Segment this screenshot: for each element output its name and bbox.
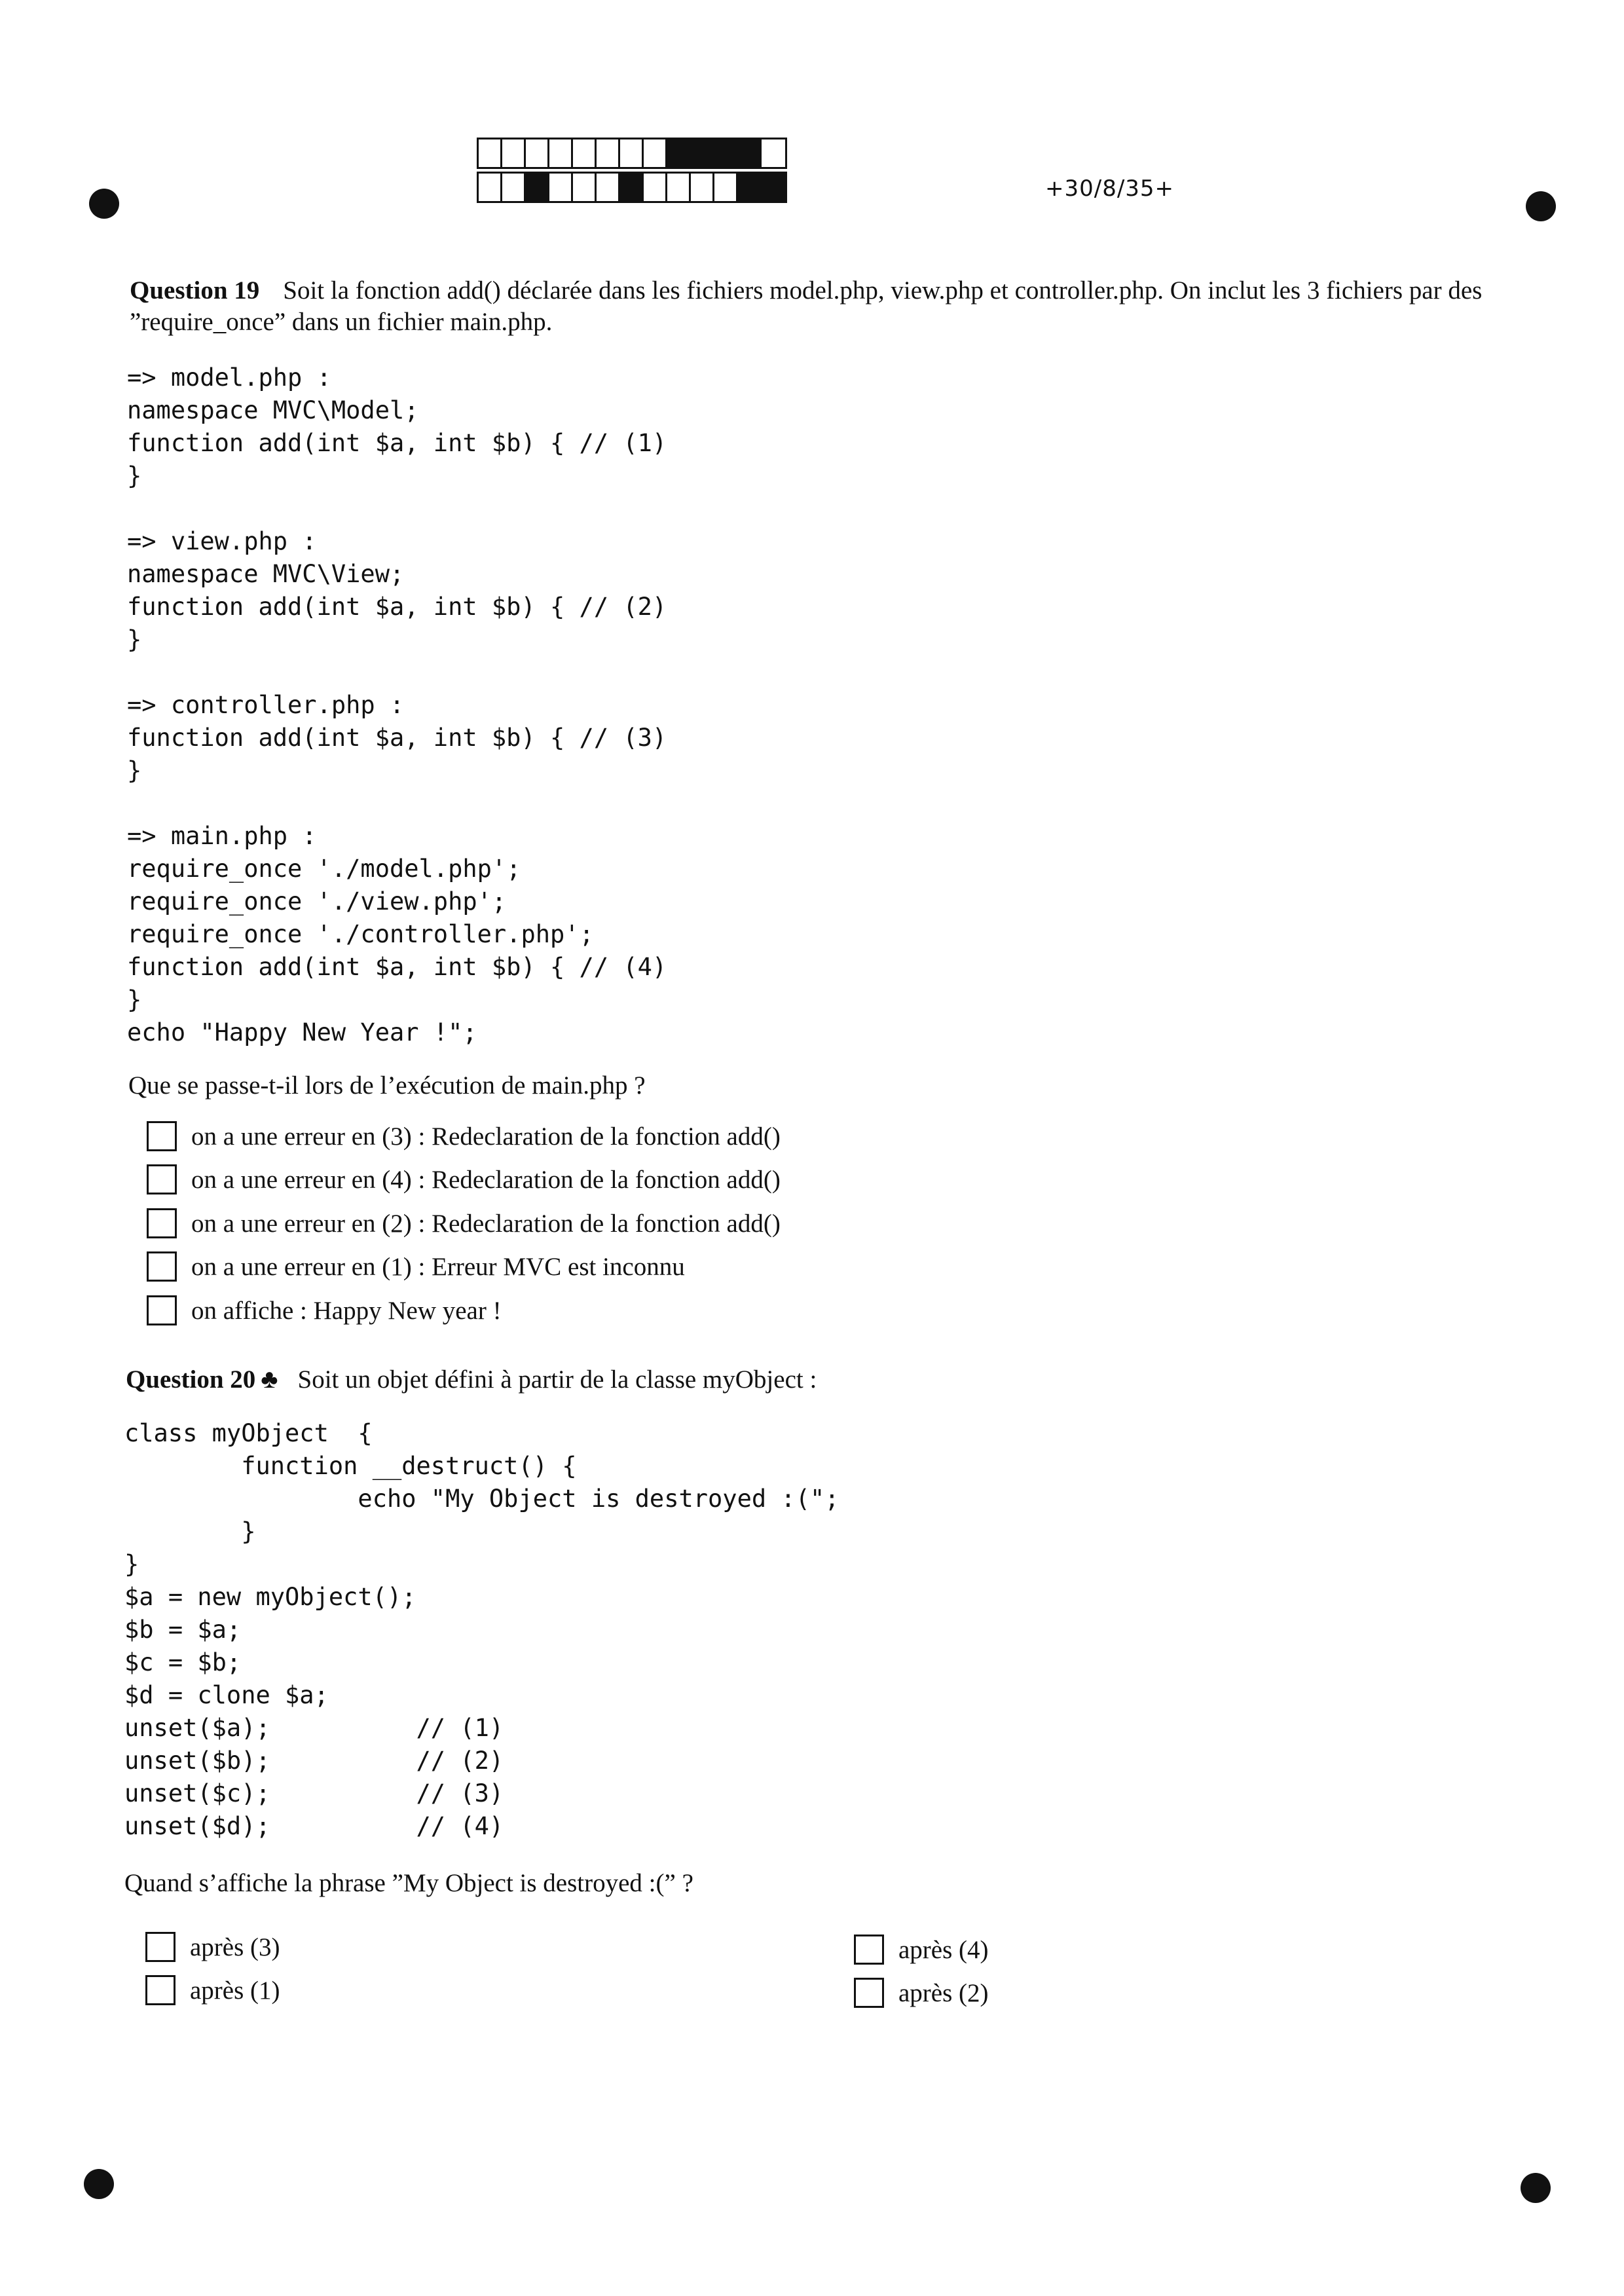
q19-option-5-checkbox[interactable]: [147, 1295, 177, 1325]
barcode-cell: [620, 139, 644, 167]
q19-option-5[interactable]: [147, 1295, 502, 1325]
barcode-cell: [502, 139, 526, 167]
q20-option-right-2-label: après (2): [898, 1978, 989, 2007]
barcode-cell: [644, 174, 667, 201]
barcode-cell: [620, 174, 644, 201]
barcode-cell: [691, 174, 714, 201]
barcode-cell: [667, 139, 691, 167]
barcode-cell: [762, 139, 785, 167]
barcode-cell: [526, 139, 549, 167]
question-20-label: Question 20: [126, 1365, 256, 1394]
club-icon: ♣: [261, 1364, 278, 1394]
question-20-text: Soit un objet défini à partir de la classe myObject :: [297, 1365, 817, 1394]
barcode-cell: [549, 139, 573, 167]
q19-option-2-label: on a une erreur en (4) : Redeclaration de la fonction add(): [191, 1165, 781, 1194]
question-19-text: Soit la fonction add() déclarée dans les fichiers model.php, view.php et controller.php. On inclut les 3 fichiers par des ”require_once” dans un fichier main.php.: [130, 276, 1483, 336]
barcode-cell: [738, 139, 762, 167]
q19-option-4-checkbox[interactable]: [147, 1251, 177, 1282]
q20-option-left-1-checkbox[interactable]: [145, 1932, 175, 1962]
barcode-cell: [573, 174, 597, 201]
q20-option-right-1-checkbox[interactable]: [854, 1935, 884, 1965]
barcode-cell: [502, 174, 526, 201]
barcode-cell: [644, 139, 667, 167]
barcode-cell: [714, 139, 738, 167]
q19-option-2-checkbox[interactable]: [147, 1164, 177, 1194]
q20-option-left-2-label: après (1): [190, 1976, 280, 2005]
barcode-cell: [714, 174, 738, 201]
q19-option-4-label: on a une erreur en (1) : Erreur MVC est inconnu: [191, 1252, 685, 1281]
q19-option-1[interactable]: [147, 1121, 781, 1151]
question-20-prompt: Quand s’affiche la phrase ”My Object is destroyed :(” ?: [124, 1869, 693, 1897]
barcode-cell: [479, 139, 502, 167]
q19-option-3-checkbox[interactable]: [147, 1208, 177, 1238]
barcode-cell: [549, 174, 573, 201]
question-20-code: class myObject { function __destruct() { echo "My Object is destroyed :("; } } $a = new myObject(); $b = $a; $c = $b; $d = clone $a; unset($a); // (1) unset($b); // (2) unset($c); // (3) unset($d); // (4): [124, 1419, 840, 1840]
barcode-cell: [691, 139, 714, 167]
q19-option-1-label: on a une erreur en (3) : Redeclaration de la fonction add(): [191, 1122, 781, 1151]
barcode-cell: [597, 139, 620, 167]
q20-option-right-2-checkbox[interactable]: [854, 1978, 884, 2008]
barcode-cell: [526, 174, 549, 201]
q20-option-right-2[interactable]: [854, 1978, 989, 2008]
q20-option-left-2-checkbox[interactable]: [145, 1975, 175, 2005]
q20-option-left-2[interactable]: [145, 1975, 280, 2005]
q19-option-3-label: on a une erreur en (2) : Redeclaration de la fonction add(): [191, 1209, 781, 1238]
exam-id: +30/8/35+: [1045, 176, 1175, 202]
barcode-row-1: [477, 138, 787, 169]
barcode-cell: [762, 174, 785, 201]
registration-mark-bottom-left: [84, 2169, 114, 2199]
question-19-label: Question 19: [130, 276, 260, 305]
registration-mark-top-right: [1526, 191, 1556, 221]
registration-mark-top-left: [89, 189, 119, 219]
q20-option-right-1[interactable]: [854, 1935, 989, 1965]
q20-option-left-1-label: après (3): [190, 1933, 280, 1961]
q19-option-3[interactable]: [147, 1208, 781, 1238]
q20-option-right-1-label: après (4): [898, 1935, 989, 1964]
q19-option-4[interactable]: [147, 1251, 685, 1282]
q19-option-2[interactable]: [147, 1164, 781, 1194]
q20-option-left-1[interactable]: [145, 1932, 280, 1962]
q19-option-5-label: on affiche : Happy New year !: [191, 1296, 502, 1325]
question-19-code: => model.php : namespace MVC\Model; function add(int $a, int $b) { // (1) } => view.php : namespace MVC\View; function add(int $a, int $b) { // (2) } => controller.php : function add(int $a, int $b) { // (3) } => main.php : require_once './model.php'; require_once './view.php'; require_once './controller.php'; function add(int $a, int $b) { // (4) } echo "Happy New Year !";: [127, 363, 667, 1046]
barcode-cell: [597, 174, 620, 201]
barcode-cell: [573, 139, 597, 167]
question-19-prompt: Que se passe-t-il lors de l’exécution de main.php ?: [128, 1071, 646, 1100]
barcode-cell: [667, 174, 691, 201]
q19-option-1-checkbox[interactable]: [147, 1121, 177, 1151]
barcode-cell: [738, 174, 762, 201]
registration-mark-bottom-right: [1521, 2173, 1551, 2203]
question-20-header: [126, 1363, 1521, 1396]
question-19-header: [130, 275, 1524, 338]
barcode-row-2: [477, 172, 787, 203]
barcode-cell: [479, 174, 502, 201]
